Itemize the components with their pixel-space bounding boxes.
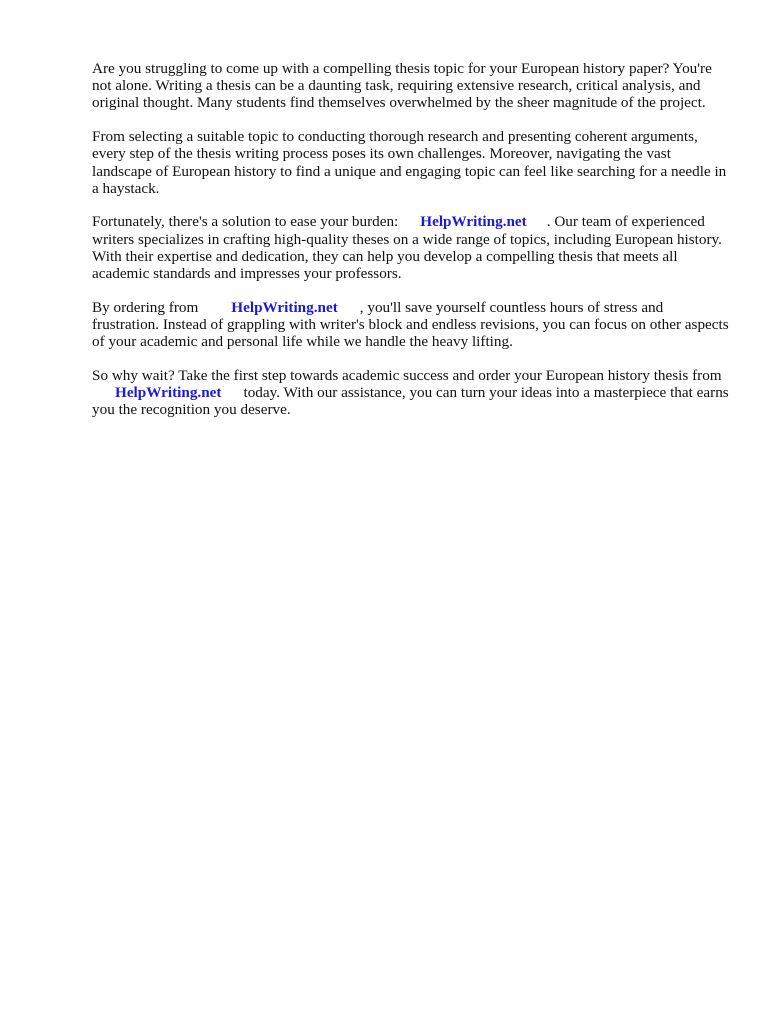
paragraph-solution-tail: . Our team of experienced writers specializes in crafting high-quality theses on a wide range of topics, including European history. With their expertise and dedication, they can help you develop a compelling thesis that meets all academic standards and impresses your professors.	[92, 213, 722, 283]
paragraph-ordering-tail: , you'll save yourself countless hours of stress and frustration. Instead of grappling with writer's block and endless revisions, you can focus on other aspects of your academic and personal life while we handle the heavy lifting.	[92, 298, 729, 351]
paragraph-cta-lead: So why wait? Take the first step towards academic success and order your European history thesis from	[92, 366, 722, 384]
paragraph-ordering	[92, 299, 732, 351]
paragraph-solution	[92, 213, 732, 282]
paragraph-intro: Are you struggling to come up with a compelling thesis topic for your European history paper? You're not alone. Writing a thesis can be a daunting task, requiring extensive research, critical analysis, and original thought. Many students find themselves overwhelmed by the sheer magnitude of the project.	[92, 60, 712, 112]
document-body	[92, 60, 732, 435]
helpwriting-link-1[interactable]: HelpWriting.net	[420, 213, 527, 231]
paragraph-call-to-action	[92, 367, 732, 419]
paragraph-challenges: From selecting a suitable topic to conducting thorough research and presenting coherent arguments, every step of the thesis writing process poses its own challenges. Moreover, navigating the vast landscape of European history to find a unique and engaging topic can feel like searching for a needle in a haystack.	[92, 128, 727, 197]
helpwriting-link-2[interactable]: HelpWriting.net	[231, 298, 338, 316]
helpwriting-link-3[interactable]: HelpWriting.net	[115, 384, 222, 402]
paragraph-cta-tail: today. With our assistance, you can turn your ideas into a masterpiece that earns you the recognition you deserve.	[92, 384, 729, 419]
paragraph-solution-lead: Fortunately, there's a solution to ease your burden:	[92, 213, 399, 231]
paragraph-ordering-lead: By ordering from	[92, 298, 199, 316]
